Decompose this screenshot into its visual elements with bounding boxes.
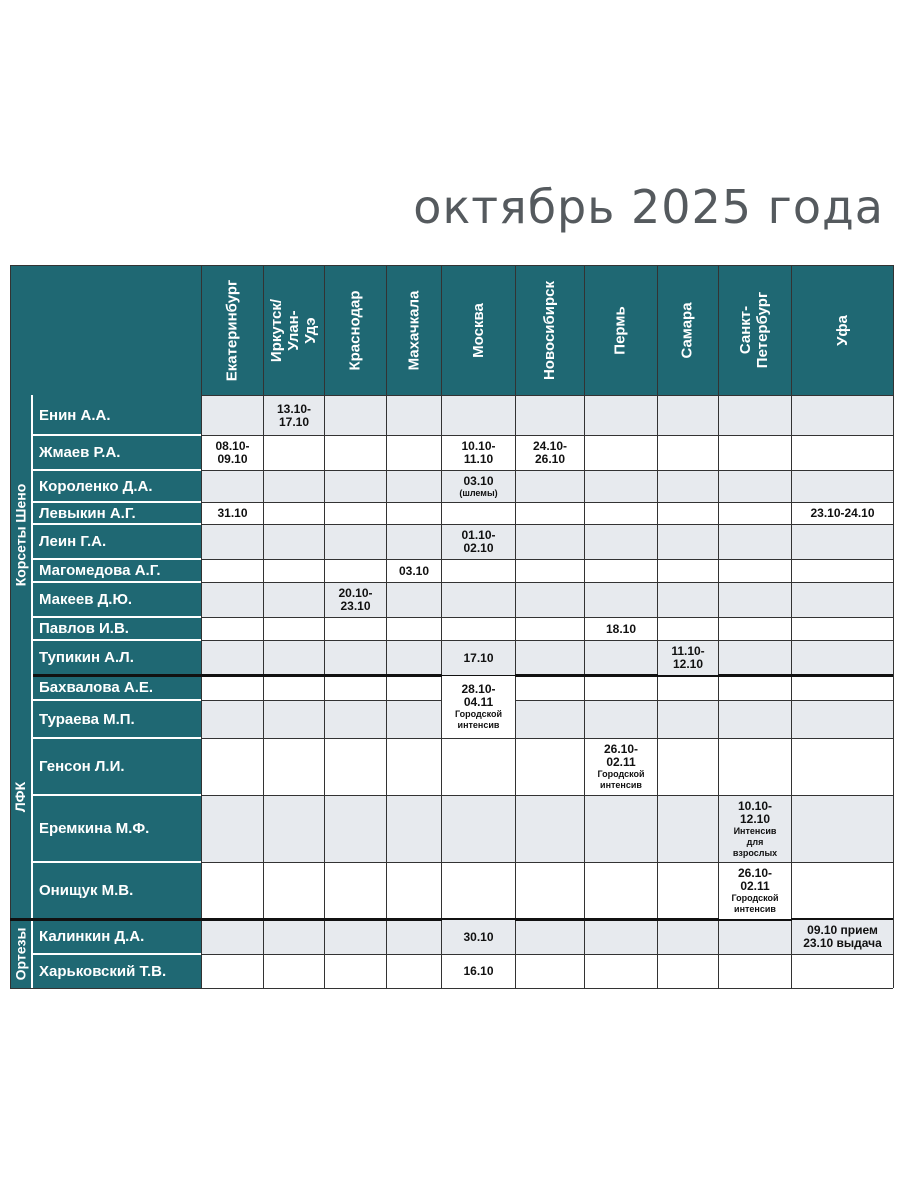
schedule-cell bbox=[718, 919, 791, 954]
schedule-cell bbox=[657, 559, 718, 582]
schedule-cell bbox=[584, 470, 657, 502]
schedule-entry bbox=[719, 796, 791, 862]
entry-note: Городской интенсив bbox=[597, 769, 645, 790]
schedule-cell bbox=[386, 738, 441, 795]
name-separator bbox=[33, 737, 201, 739]
city-header bbox=[324, 265, 386, 395]
column-divider bbox=[791, 265, 792, 988]
schedule-cell bbox=[386, 435, 441, 470]
schedule-cell bbox=[201, 954, 263, 988]
schedule-cell bbox=[515, 954, 584, 988]
header-corner bbox=[10, 265, 201, 395]
schedule-cell bbox=[584, 954, 657, 988]
schedule-cell bbox=[515, 470, 584, 502]
row-divider bbox=[201, 470, 893, 471]
entry-note: Городской интенсив bbox=[454, 709, 503, 730]
row-name: Еремкина М.Ф. bbox=[33, 795, 201, 862]
schedule-cell bbox=[263, 738, 324, 795]
schedule-cell bbox=[201, 395, 263, 435]
entry-date: 18.10 bbox=[605, 621, 637, 636]
name-separator bbox=[33, 434, 201, 436]
schedule-cell bbox=[386, 862, 441, 919]
name-separator bbox=[33, 639, 201, 641]
schedule-cell bbox=[657, 470, 718, 502]
schedule-entry bbox=[442, 436, 515, 470]
entry-date: 10.10- 11.10 bbox=[461, 439, 496, 466]
schedule-cell bbox=[441, 582, 515, 617]
schedule-cell bbox=[386, 524, 441, 559]
schedule-cell bbox=[584, 435, 657, 470]
name-separator bbox=[33, 953, 201, 955]
schedule-cell bbox=[263, 559, 324, 582]
schedule-entry bbox=[516, 436, 584, 470]
schedule-entry bbox=[442, 920, 515, 954]
name-separator bbox=[33, 616, 201, 618]
entry-date: 16.10 bbox=[463, 964, 494, 978]
schedule-cell bbox=[584, 919, 657, 954]
entry-note: Интенсив для взрослых bbox=[732, 825, 778, 858]
schedule-cell bbox=[584, 502, 657, 524]
schedule-cell bbox=[386, 954, 441, 988]
schedule-cell bbox=[515, 738, 584, 795]
schedule-entry bbox=[442, 471, 515, 502]
schedule-cell bbox=[263, 470, 324, 502]
city-label: Иркутск/ Улан-Удэ bbox=[268, 298, 319, 362]
row-name: Онищук М.В. bbox=[33, 862, 201, 919]
row-name: Магомедова А.Г. bbox=[33, 559, 201, 582]
schedule-cell bbox=[791, 640, 893, 675]
schedule-cell bbox=[201, 617, 263, 640]
schedule-cell bbox=[791, 738, 893, 795]
schedule-cell bbox=[324, 738, 386, 795]
schedule-cell bbox=[201, 700, 263, 738]
schedule-cell bbox=[324, 919, 386, 954]
schedule-cell bbox=[441, 738, 515, 795]
schedule-entry bbox=[442, 676, 515, 738]
schedule-cell bbox=[441, 617, 515, 640]
group-label bbox=[10, 395, 31, 675]
city-header bbox=[791, 265, 893, 395]
schedule-cell bbox=[386, 502, 441, 524]
name-separator bbox=[33, 794, 201, 796]
schedule-cell bbox=[657, 435, 718, 470]
row-name: Харьковский Т.В. bbox=[33, 954, 201, 988]
schedule-cell bbox=[201, 559, 263, 582]
schedule-entry bbox=[202, 503, 263, 524]
schedule-cell bbox=[718, 640, 791, 675]
schedule-cell bbox=[386, 470, 441, 502]
schedule-cell bbox=[263, 502, 324, 524]
schedule-cell bbox=[386, 617, 441, 640]
row-divider bbox=[201, 524, 893, 525]
schedule-cell bbox=[657, 502, 718, 524]
schedule-cell bbox=[515, 862, 584, 919]
table-border-bottom bbox=[10, 988, 893, 989]
row-name: Бахвалова А.Е. bbox=[33, 675, 201, 700]
schedule-cell bbox=[263, 617, 324, 640]
row-divider bbox=[201, 954, 893, 955]
schedule-cell bbox=[201, 738, 263, 795]
entry-date: 20.10- 23.10 bbox=[338, 586, 373, 613]
schedule-cell bbox=[791, 524, 893, 559]
schedule-entry bbox=[387, 560, 441, 582]
schedule-entry bbox=[325, 583, 386, 617]
schedule-cell bbox=[324, 617, 386, 640]
schedule-cell bbox=[718, 582, 791, 617]
schedule-cell bbox=[324, 700, 386, 738]
row-name: Тураева М.П. bbox=[33, 700, 201, 738]
city-label: Пермь bbox=[612, 305, 629, 355]
city-label: Уфа bbox=[833, 314, 851, 346]
name-separator bbox=[33, 581, 201, 583]
row-name: Жмаев Р.А. bbox=[33, 435, 201, 470]
schedule-cell bbox=[515, 640, 584, 675]
column-divider bbox=[657, 265, 658, 988]
schedule-cell bbox=[584, 675, 657, 700]
column-divider bbox=[893, 265, 894, 988]
schedule-cell bbox=[718, 617, 791, 640]
schedule-cell bbox=[324, 954, 386, 988]
row-name: Павлов И.В. bbox=[33, 617, 201, 640]
schedule-cell bbox=[584, 640, 657, 675]
entry-note: Городской интенсив bbox=[731, 893, 779, 914]
schedule-entry bbox=[792, 920, 893, 954]
city-header bbox=[584, 265, 657, 395]
schedule-cell bbox=[201, 470, 263, 502]
entry-date: 26.10- 02.11 bbox=[737, 866, 773, 893]
schedule-cell bbox=[657, 954, 718, 988]
city-label: Екатеринбург bbox=[223, 279, 241, 381]
schedule-cell bbox=[718, 954, 791, 988]
entry-date: 08.10- 09.10 bbox=[215, 439, 250, 466]
schedule-cell bbox=[386, 582, 441, 617]
row-divider bbox=[201, 738, 893, 739]
schedule-cell bbox=[657, 617, 718, 640]
schedule-cell bbox=[324, 470, 386, 502]
group-label-text: Корсеты Шено bbox=[12, 483, 29, 587]
schedule-cell bbox=[324, 795, 386, 862]
schedule-cell bbox=[201, 675, 263, 700]
schedule-cell bbox=[441, 862, 515, 919]
column-divider bbox=[386, 265, 387, 988]
schedule-cell bbox=[263, 582, 324, 617]
entry-date: 01.10- 02.10 bbox=[461, 528, 496, 555]
schedule-cell bbox=[791, 862, 893, 919]
page-title: октябрь 2025 года bbox=[413, 180, 884, 234]
schedule-cell bbox=[515, 919, 584, 954]
row-name: Енин А.А. bbox=[33, 395, 201, 435]
schedule-cell bbox=[386, 795, 441, 862]
entry-date: 24.10- 26.10 bbox=[532, 439, 568, 466]
name-separator bbox=[33, 558, 201, 560]
group-label bbox=[10, 919, 31, 988]
schedule-entry bbox=[202, 436, 263, 470]
row-name: Макеев Д.Ю. bbox=[33, 582, 201, 617]
row-divider bbox=[201, 617, 893, 618]
schedule-cell bbox=[657, 862, 718, 919]
schedule-cell bbox=[263, 640, 324, 675]
row-divider bbox=[201, 502, 893, 503]
row-name: Тупикин А.Л. bbox=[33, 640, 201, 675]
schedule-cell bbox=[515, 795, 584, 862]
schedule-cell bbox=[791, 395, 893, 435]
schedule-cell bbox=[324, 675, 386, 700]
schedule-cell bbox=[515, 700, 584, 738]
schedule-cell bbox=[386, 700, 441, 738]
entry-date: 03.10 bbox=[463, 473, 494, 488]
schedule-cell bbox=[324, 502, 386, 524]
entry-date: 26.10- 02.11 bbox=[603, 742, 639, 769]
schedule-entry bbox=[442, 525, 515, 559]
row-divider bbox=[201, 640, 893, 641]
entry-date: 23.10-24.10 bbox=[810, 506, 875, 520]
schedule-cell bbox=[657, 919, 718, 954]
schedule-cell bbox=[791, 470, 893, 502]
schedule-cell bbox=[718, 502, 791, 524]
schedule-cell bbox=[791, 559, 893, 582]
schedule-cell bbox=[515, 502, 584, 524]
schedule-cell bbox=[657, 795, 718, 862]
schedule-cell bbox=[584, 559, 657, 582]
entry-date: 09.10 прием 23.10 выдача bbox=[803, 923, 882, 950]
schedule-cell bbox=[324, 395, 386, 435]
schedule-cell bbox=[718, 470, 791, 502]
city-header bbox=[515, 265, 584, 395]
schedule-cell bbox=[263, 919, 324, 954]
schedule-entry bbox=[585, 618, 657, 640]
entry-date: 10.10- 12.10 bbox=[737, 798, 773, 826]
schedule-cell bbox=[584, 582, 657, 617]
schedule-cell bbox=[718, 738, 791, 795]
schedule-cell bbox=[201, 640, 263, 675]
schedule-cell bbox=[324, 862, 386, 919]
name-separator bbox=[33, 469, 201, 471]
city-header bbox=[657, 265, 718, 395]
schedule-cell bbox=[718, 675, 791, 700]
schedule-cell bbox=[441, 795, 515, 862]
schedule-cell bbox=[584, 524, 657, 559]
schedule-cell bbox=[791, 700, 893, 738]
schedule-entry bbox=[719, 863, 791, 919]
row-divider bbox=[201, 559, 893, 560]
row-name: Генсон Л.И. bbox=[33, 738, 201, 795]
schedule-cell bbox=[441, 395, 515, 435]
row-name: Леин Г.А. bbox=[33, 524, 201, 559]
schedule-cell bbox=[657, 700, 718, 738]
schedule-cell bbox=[657, 675, 718, 700]
group-label bbox=[10, 675, 31, 919]
city-label: Москва bbox=[469, 302, 487, 358]
city-label: Краснодар bbox=[346, 289, 364, 371]
schedule-cell bbox=[201, 862, 263, 919]
schedule-cell bbox=[515, 395, 584, 435]
schedule-cell bbox=[386, 919, 441, 954]
row-name: Короленко Д.А. bbox=[33, 470, 201, 502]
column-divider bbox=[324, 265, 325, 988]
schedule-cell bbox=[386, 640, 441, 675]
group-label-text: Ортезы bbox=[12, 927, 29, 980]
schedule-cell bbox=[515, 582, 584, 617]
row-divider bbox=[201, 582, 893, 583]
column-divider bbox=[201, 265, 202, 988]
schedule-cell bbox=[515, 617, 584, 640]
schedule-cell bbox=[201, 919, 263, 954]
schedule-entry bbox=[442, 955, 515, 988]
schedule-cell bbox=[584, 795, 657, 862]
entry-note: (шлемы) bbox=[459, 487, 498, 498]
schedule-entry bbox=[264, 396, 324, 435]
row-divider bbox=[201, 700, 893, 701]
schedule-cell bbox=[657, 524, 718, 559]
row-name: Калинкин Д.А. bbox=[33, 919, 201, 954]
schedule-cell bbox=[718, 559, 791, 582]
schedule-cell bbox=[515, 559, 584, 582]
schedule-cell bbox=[201, 795, 263, 862]
entry-date: 31.10 bbox=[217, 506, 248, 520]
city-header bbox=[718, 265, 791, 395]
entry-date: 03.10 bbox=[398, 563, 430, 578]
schedule-cell bbox=[263, 435, 324, 470]
city-header bbox=[263, 265, 324, 395]
schedule-cell bbox=[791, 582, 893, 617]
schedule-cell bbox=[441, 502, 515, 524]
table-border-left bbox=[10, 265, 11, 988]
entry-date: 17.10 bbox=[463, 650, 494, 665]
name-separator bbox=[33, 699, 201, 701]
schedule-cell bbox=[515, 675, 584, 700]
entry-date: 28.10- 04.11 bbox=[461, 682, 496, 709]
name-separator bbox=[33, 501, 201, 503]
schedule-entry bbox=[658, 641, 718, 675]
schedule-cell bbox=[263, 524, 324, 559]
schedule-cell bbox=[324, 640, 386, 675]
schedule-cell bbox=[263, 700, 324, 738]
schedule-cell bbox=[201, 524, 263, 559]
schedule-cell bbox=[584, 700, 657, 738]
schedule-cell bbox=[263, 675, 324, 700]
schedule-cell bbox=[791, 617, 893, 640]
schedule-cell bbox=[718, 700, 791, 738]
schedule-cell bbox=[324, 435, 386, 470]
schedule-cell bbox=[386, 675, 441, 700]
city-label: Новосибирск bbox=[541, 280, 559, 380]
entry-date: 11.10- 12.10 bbox=[671, 644, 705, 671]
schedule-cell bbox=[718, 395, 791, 435]
schedule-cell bbox=[584, 395, 657, 435]
column-divider bbox=[441, 265, 442, 988]
column-divider bbox=[263, 265, 264, 988]
table-border-top bbox=[10, 265, 893, 266]
entry-date: 30.10 bbox=[463, 929, 494, 944]
city-header bbox=[441, 265, 515, 395]
entry-date: 13.10- 17.10 bbox=[276, 401, 312, 429]
name-separator bbox=[33, 523, 201, 525]
name-separator bbox=[33, 861, 201, 863]
schedule-entry bbox=[792, 503, 893, 524]
group-label-text: ЛФК bbox=[12, 781, 29, 813]
schedule-cell bbox=[657, 738, 718, 795]
schedule-cell bbox=[791, 675, 893, 700]
schedule-entry bbox=[442, 641, 515, 675]
schedule-cell bbox=[201, 582, 263, 617]
city-header bbox=[201, 265, 263, 395]
city-label: Махачкала bbox=[405, 290, 423, 370]
schedule-cell bbox=[263, 795, 324, 862]
column-divider bbox=[515, 265, 516, 988]
city-header bbox=[386, 265, 441, 395]
schedule-cell bbox=[386, 395, 441, 435]
schedule-cell bbox=[324, 524, 386, 559]
city-label: Санкт- Петербург bbox=[737, 291, 772, 369]
schedule-cell bbox=[791, 795, 893, 862]
schedule-cell bbox=[263, 954, 324, 988]
schedule-cell bbox=[657, 395, 718, 435]
schedule-cell bbox=[718, 524, 791, 559]
row-name: Левыкин А.Г. bbox=[33, 502, 201, 524]
schedule-cell bbox=[584, 862, 657, 919]
schedule-cell bbox=[791, 954, 893, 988]
city-label: Самара bbox=[678, 301, 696, 359]
schedule-cell bbox=[441, 559, 515, 582]
schedule-cell bbox=[791, 435, 893, 470]
schedule-cell bbox=[324, 559, 386, 582]
schedule-cell bbox=[718, 435, 791, 470]
schedule-cell bbox=[657, 582, 718, 617]
schedule-cell bbox=[263, 862, 324, 919]
schedule-entry bbox=[585, 739, 657, 795]
schedule-cell bbox=[515, 524, 584, 559]
